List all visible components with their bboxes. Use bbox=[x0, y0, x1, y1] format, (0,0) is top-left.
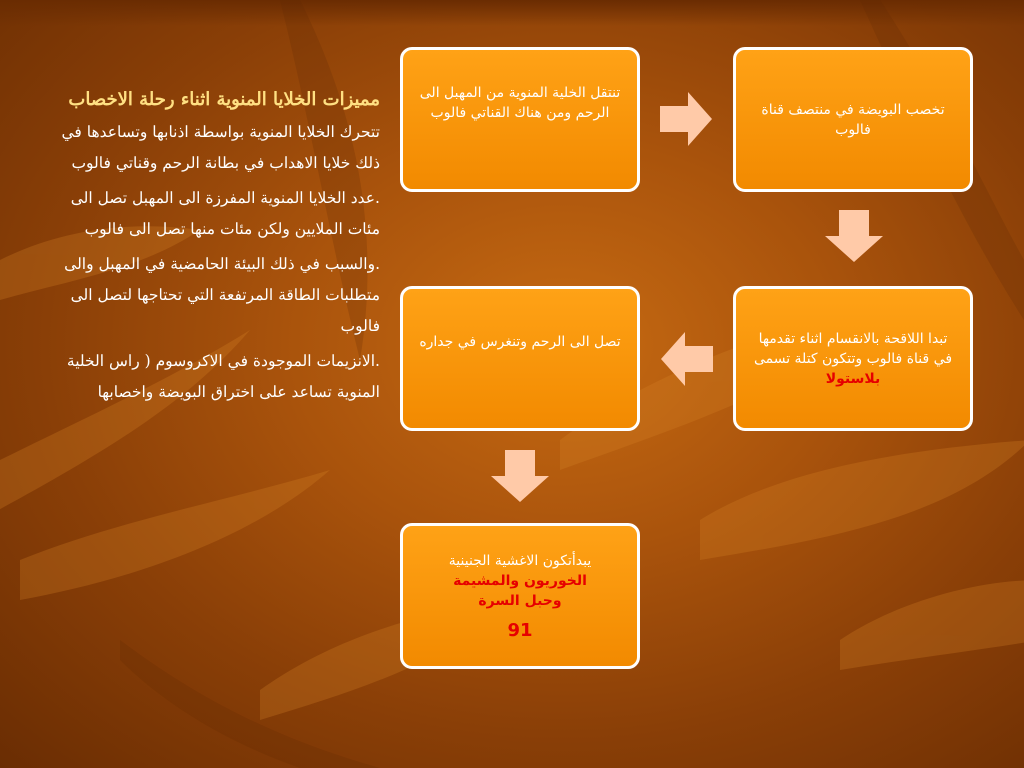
flow-step-5-highlight-2: وحبل السرة bbox=[478, 593, 562, 609]
arrow-left-icon bbox=[661, 332, 713, 386]
flow-step-2-text: تخصب البويضة في منتصف قناة فالوب bbox=[761, 101, 945, 138]
panel-paragraph-2: .عدد الخلايا المنوية المفرزة الى المهبل تصل الى مئات الملايين ولكن مئات منها تصل الى فالوب bbox=[70, 189, 380, 238]
arrow-down-icon bbox=[825, 210, 883, 262]
flow-step-1-box bbox=[400, 47, 640, 192]
panel-paragraph-4: .الانزيمات الموجودة في الاكروسوم ( راس الخلية المنوية تساعد على اختراق البويضة واخصابها bbox=[66, 352, 380, 401]
flow-step-4-box bbox=[400, 286, 640, 431]
panel-paragraph-3: .والسبب في ذلك البيئة الحامضية في المهبل والى متطلبات الطاقة المرتفعة التي تحتاجها لتصل الى فالوب bbox=[64, 255, 380, 335]
flow-step-4-text: تصل الى الرحم وتنغرس في جداره bbox=[419, 333, 621, 350]
arrow-down-icon-2 bbox=[491, 450, 549, 502]
arrow-right-icon bbox=[660, 92, 712, 146]
flow-step-3-text: تبدا اللاقحة بالانقسام اثناء تقدمها في قناة فالوب وتتكون كتلة تسمى bbox=[753, 330, 953, 367]
flow-step-5-box bbox=[400, 523, 640, 669]
panel-title: مميزات الخلايا المنوية اثناء رحلة الاخصاب bbox=[68, 89, 380, 110]
flow-step-1-text: تنتقل الخلية المنوية من المهبل الى الرحم ومن هناك القناتي فالوب bbox=[419, 84, 621, 121]
flow-step-5-highlight-1: الخوريون والمشيمة bbox=[453, 573, 587, 589]
flow-step-3-highlight: بلاستولا bbox=[825, 370, 881, 387]
flow-step-3-box bbox=[733, 286, 973, 431]
panel-paragraph-1: تتحرك الخلايا المنوية بواسطة اذنابها وتساعدها في ذلك خلايا الاهداب في بطانة الرحم وقناتي فالوب bbox=[61, 123, 380, 172]
page-number: 91 bbox=[507, 620, 533, 641]
flow-step-5-text: يبدأتكون الاغشية الجنينية bbox=[448, 553, 592, 569]
flow-step-2-box bbox=[733, 47, 973, 192]
text-panel bbox=[50, 84, 380, 412]
